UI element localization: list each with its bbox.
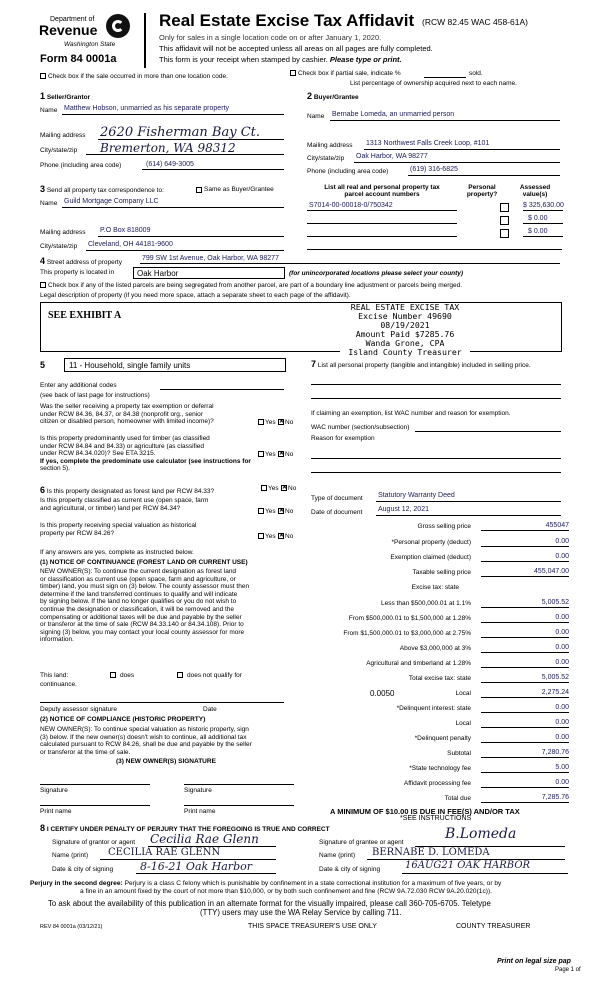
doc-type-label: Type of document xyxy=(311,495,363,502)
seller-phone-line xyxy=(142,169,284,170)
continuance-label: continuance. xyxy=(40,681,77,688)
seller-phone[interactable]: (614) 649-3005 xyxy=(146,161,194,168)
historic-no-checkbox[interactable]: ✕ xyxy=(279,533,285,539)
q1-no-checkbox[interactable]: ✕ xyxy=(279,419,285,425)
current-use-yes-checkbox[interactable] xyxy=(258,508,264,514)
tax-bracket4[interactable]: 0.00 xyxy=(555,644,569,651)
forest-no-checkbox[interactable]: ✕ xyxy=(282,485,288,491)
header-note-2: This affidavit will not be accepted unless all areas on all pages are fully completed. xyxy=(159,44,433,53)
tax-label-delinq-int-state: *Delinquent interest: state xyxy=(396,705,471,712)
tax-label-bracket4: Above $3,000,000 at 3% xyxy=(399,645,471,652)
section3-city-line xyxy=(86,250,284,251)
assessed-value-1[interactable]: $ 325,630.00 xyxy=(523,202,564,209)
form-rcw: (RCW 82.45 WAC 458-61A) xyxy=(422,17,528,27)
subtotal[interactable]: 7,280.76 xyxy=(541,749,569,756)
tax-label-gross: Gross selling price xyxy=(417,523,471,530)
total-excise-state[interactable]: 5,005.52 xyxy=(541,674,569,681)
doc-date-label: Date of document xyxy=(311,509,363,516)
tax-label-bracket1: Less than $500,000.01 at 1.1% xyxy=(381,600,471,607)
additional-codes-label: Enter any additional codes xyxy=(40,382,117,389)
seller-mail-label: Mailing address xyxy=(40,132,86,139)
parcel-row-2-line xyxy=(307,223,457,224)
historic-question: Is this property receiving special valuation as historical property per RCW 84.26? xyxy=(40,522,197,537)
reason-line-1[interactable] xyxy=(311,458,561,459)
grantor-name[interactable]: CECILIA RAE GLENN xyxy=(108,847,221,858)
legal-description-label: Legal description of property (if you need more space, attach a separate sheet to each page of the affidavit). xyxy=(40,292,351,299)
partial-sale-checkbox[interactable] xyxy=(290,70,296,76)
tax-label-bracket2: From $500,000.01 to $1,500,000 at 1.28% xyxy=(348,615,471,622)
grantor-date-label: Date & city of signing xyxy=(52,866,114,873)
local-tax[interactable]: 2,275.24 xyxy=(541,689,569,696)
seller-name-label: Name xyxy=(40,107,58,114)
personal-property-deduct[interactable]: 0.00 xyxy=(555,538,569,545)
deputy-signature-label: Deputy assessor signature xyxy=(40,706,117,713)
owner-signature-line-2[interactable] xyxy=(184,784,294,785)
doc-date-line xyxy=(376,515,561,516)
parcel-row-1-line xyxy=(307,210,457,211)
header-divider xyxy=(144,13,146,68)
personal-property-checkbox-1[interactable] xyxy=(500,203,509,212)
owner-print-label-1: Print name xyxy=(40,808,72,815)
sold-label: sold. xyxy=(469,70,483,77)
treasurer-stamp: REAL ESTATE EXCISE TAX Excise Number 49690 08/19/2021 Amount Paid $7285.76 Wanda Grone, CPA Island County Treasurer xyxy=(340,303,470,357)
buyer-city-line xyxy=(354,162,560,163)
header-note-3: This form is your receipt when stamped by cashier. Please type or print. xyxy=(159,55,402,64)
q1-yes-label: Yes xyxy=(265,419,276,426)
owner-print-line-2[interactable] xyxy=(184,805,294,806)
property-street[interactable]: 799 SW 1st Avenue, Oak Harbor, WA 98277 xyxy=(142,255,279,262)
q1-yes-checkbox[interactable] xyxy=(258,419,264,425)
buyer-phone[interactable]: (619) 316-6825 xyxy=(410,166,458,173)
buyer-mail-label: Mailing address xyxy=(307,142,353,149)
buyer-name-label: Name xyxy=(307,113,325,120)
delinquent-penalty[interactable]: 0.00 xyxy=(555,734,569,741)
does-not-checkbox[interactable] xyxy=(177,672,183,678)
minimum-due-note: A MINIMUM OF $10.00 IS DUE IN FEE(S) AND/OR TAX xyxy=(330,807,520,816)
tax-label-subtotal: Subtotal xyxy=(447,750,471,757)
tax-label-agri: Agricultural and timberland at 1.28% xyxy=(366,660,471,667)
section5-number: 5 xyxy=(40,360,46,370)
parcel-number-1[interactable]: S7014-00-00018-0/750342 xyxy=(309,202,393,209)
buyer-name-line xyxy=(330,120,560,121)
exemption-note: If claiming an exemption, list WAC number and reason for exemption. xyxy=(311,410,511,417)
parcel-header-2: Personal property? xyxy=(466,184,498,198)
grantee-name-label: Name (print) xyxy=(319,852,356,859)
tax-label-tech-fee: *State technology fee xyxy=(409,765,471,772)
notice-compliance-text: NEW OWNER(S): To continue special valuation as historic property, sign (3) below. If the new owner(s) doesn't wish to continue, all additional tax calculated pursuant to RCW 84.26, shall be due and payable by the seller or transferor at the time of sale. xyxy=(40,726,252,756)
assessed-line-2 xyxy=(523,223,563,224)
q2-no-checkbox[interactable]: ✕ xyxy=(279,451,285,457)
q2-yes-checkbox[interactable] xyxy=(258,451,264,457)
see-back-label: (see back of last page for instructions) xyxy=(40,392,150,399)
historic-yes-checkbox[interactable] xyxy=(258,533,264,539)
personal-property-checkbox-2[interactable] xyxy=(500,216,509,225)
multi-location-checkbox[interactable] xyxy=(40,73,46,79)
segregated-checkbox[interactable] xyxy=(40,282,46,288)
seller-name-line xyxy=(62,114,284,115)
located-in-label: This property is located in xyxy=(40,269,115,276)
grantee-date-city[interactable]: 16AUG21 OAK HARBOR xyxy=(405,860,531,871)
delinquent-interest-state[interactable]: 0.00 xyxy=(555,704,569,711)
buyer-name[interactable]: Bernabe Lomeda, an unmarried person xyxy=(332,111,455,118)
revision-code: REV 84 0001a (03/12/21) xyxy=(40,924,103,930)
section3-city[interactable]: Cleveland, OH 44181-9600 xyxy=(88,241,173,248)
does-checkbox[interactable] xyxy=(110,672,116,678)
assessed-value-2[interactable]: $ 0.00 xyxy=(528,215,548,222)
section3-mail-label: Mailing address xyxy=(40,229,86,236)
parcel-row-3-line xyxy=(307,236,457,237)
exemption-question: Was the seller receiving a property tax exemption or deferral under RCW 84.36, 84.37, or 84.38 (nonprofit org., senior citizen or disabled person, homeowner with limited income)? xyxy=(40,403,214,425)
parcel-row-4-line xyxy=(307,249,562,250)
tax-bracket3[interactable]: 0.00 xyxy=(555,629,569,636)
personal-property-checkbox-3[interactable] xyxy=(500,229,509,238)
forest-question: 6 Is this property designated as forest land per RCW 84.33? xyxy=(40,485,215,495)
total-due[interactable]: 7,285.76 xyxy=(541,794,569,801)
q2-no-label: No xyxy=(285,451,294,458)
treasurer-use-label: THIS SPACE TREASURER'S USE ONLY xyxy=(248,923,377,930)
parcel-header-3: Assessed value(s) xyxy=(519,184,551,198)
seller-phone-label: Phone (including area code) xyxy=(40,162,122,169)
owner-signature-line-1[interactable] xyxy=(40,784,150,785)
alt-format-line-1: To ask about the availability of this publication in an alternate format for the visually impaired, please call 360-705-6705. Teletype xyxy=(48,899,491,908)
see-instructions: *SEE INSTRUCTIONS xyxy=(400,815,472,822)
buyer-city-label: City/state/zip xyxy=(307,155,345,162)
grantor-signature[interactable]: Cecilia Rae Glenn xyxy=(150,832,259,846)
header-note-1: Only for sales in a single location code on or after January 1, 2020. xyxy=(159,33,382,42)
tax-agricultural[interactable]: 0.00 xyxy=(555,659,569,666)
affidavit-fee[interactable]: 0.00 xyxy=(555,779,569,786)
additional-codes-line[interactable] xyxy=(160,389,284,390)
assessed-value-3[interactable]: $ 0.00 xyxy=(528,228,548,235)
buyer-phone-label: Phone (including area code) xyxy=(307,168,389,175)
doc-type[interactable]: Statutory Warranty Deed xyxy=(378,492,455,499)
notice-continuance-text: NEW OWNER(S): To continue the current designation as forest land or classification as current use (open space, farm and agriculture, or timber) land, you must sign on (3) below. The county assessor must then determine if the land transferred continues to qualify and will indicate by signing below. If the land no longer qualifies or you do not wish to continue the designation or classification, it will be removed and the compensating or additional taxes will be due and payable by the seller or transferor at the time of sale (RCW 84.33.140 or 84.34.108). Prior to signing (3) below, you may contact your local county assessor for more information. xyxy=(40,568,250,644)
tax-bracket2[interactable]: 0.00 xyxy=(555,614,569,621)
taxable-selling-price[interactable]: 455,047.00 xyxy=(533,568,569,575)
section3-city-label: City/state/zip xyxy=(40,243,78,250)
current-use-question: Is this property classified as current use (open space, farm and agricultural, or timber) land per RCW 84.34? xyxy=(40,497,209,512)
grantee-date-label: Date & city of signing xyxy=(319,866,381,873)
owner-print-line-1[interactable] xyxy=(40,805,150,806)
timber-question: Is this property predominantly used for timber (as classified under RCW 84.84 and 84.33) or agriculture (as classified under RCW 84.34.020)? See ETA 3215. If yes, complete the predominate use calculator (see instructions for section 5). xyxy=(40,435,251,472)
partial-sale-label: Check box if partial sale, indicate % xyxy=(298,70,401,77)
current-use-no-label: No xyxy=(285,508,294,515)
tax-bracket1[interactable]: 5,005.52 xyxy=(541,599,569,606)
location-select[interactable]: Oak Harbor xyxy=(133,267,285,279)
perjury-line-1: Perjury in the second degree: Perjury is a class C felony which is punishable by confinement in a state correctional institution for a maximum of five years, or by xyxy=(30,880,502,887)
tax-label-bracket3: From $1,500,000.01 to $3,000,000 at 2.75% xyxy=(343,630,471,637)
does-label: does xyxy=(120,672,135,679)
new-owner-signature-heading: (3) NEW OWNER(S) SIGNATURE xyxy=(116,758,216,765)
forest-yes-label: Yes xyxy=(268,485,279,492)
form-title: Real Estate Excise Tax Affidavit xyxy=(159,11,415,30)
doc-type-line xyxy=(376,501,561,502)
section3-name-label: Name xyxy=(40,200,58,207)
forest-no-label: No xyxy=(288,485,297,492)
grantor-name-label: Name (print) xyxy=(52,852,89,859)
delinquent-interest-local[interactable]: 0.00 xyxy=(555,719,569,726)
tax-label-exemption: Exemption claimed (deduct) xyxy=(390,554,471,561)
grantor-signature-label: Signature of grantor or agent xyxy=(52,839,136,846)
page-number: Page 1 of xyxy=(555,967,581,973)
certify-statement: 8 I CERTIFY UNDER PENALTY OF PERJURY THAT THE FOREGOING IS TRUE AND CORRECT xyxy=(40,823,330,833)
owner-signature-label-2: Signature xyxy=(184,787,212,794)
seller-mail[interactable]: 2620 Fisherman Bay Ct. xyxy=(100,125,261,140)
section3-mail-line xyxy=(98,236,284,237)
q2-yes-label: Yes xyxy=(265,451,276,458)
partial-sale-pct-line[interactable] xyxy=(424,77,466,78)
seller-heading: 1 Seller/Grantor xyxy=(40,91,91,101)
grantee-name[interactable]: BERNABE D. LOMEDA xyxy=(372,847,490,858)
tax-label-affidavit-fee: Affidavit processing fee xyxy=(403,780,471,787)
location-note: (for unincorporated locations please select your county) xyxy=(289,270,464,277)
same-as-buyer-checkbox[interactable] xyxy=(196,187,202,193)
seller-city-label: City/state/zip xyxy=(40,147,78,154)
historic-no-label: No xyxy=(285,533,294,540)
tax-label-delinq-int-local: Local xyxy=(455,720,471,727)
list-pct-note: List percentage of ownership acquired next to each name. xyxy=(350,80,517,87)
buyer-phone-line xyxy=(408,175,560,176)
county-treasurer-label: COUNTY TREASURER xyxy=(456,923,531,930)
tax-label-personal: *Personal property (deduct) xyxy=(391,539,471,546)
buyer-mail-line xyxy=(364,149,560,150)
section3-mail[interactable]: P.O Box 818009 xyxy=(100,227,151,234)
assessed-line-1 xyxy=(523,210,563,211)
alt-format-line-2: (TTY) users may use the WA Relay Service by calling 711. xyxy=(200,908,402,917)
tax-label-total-state: Total excise tax: state xyxy=(408,675,471,682)
owner-print-label-2: Print name xyxy=(184,808,216,815)
does-not-label: does not qualify for xyxy=(187,672,242,679)
reason-line-2[interactable] xyxy=(311,472,561,473)
personal-property-line-2[interactable] xyxy=(311,398,561,399)
grantee-signature[interactable]: B.Lomeda xyxy=(445,826,517,842)
street-line xyxy=(140,263,560,264)
forest-yes-checkbox[interactable] xyxy=(261,485,267,491)
personal-property-label: 7 List all personal property (tangible and intangible) included in selling price. xyxy=(311,359,531,369)
seller-name[interactable]: Matthew Hobson, unmarried as his separate property xyxy=(64,105,229,112)
deputy-date-label: Date xyxy=(203,706,217,713)
local-rate[interactable]: 0.0050 xyxy=(370,689,395,698)
form-number: Form 84 0001a xyxy=(40,53,117,65)
tax-label-local: Local xyxy=(455,690,471,697)
buyer-city[interactable]: Oak Harbor, WA 98277 xyxy=(356,153,428,160)
notice-compliance-heading: (2) NOTICE OF COMPLIANCE (HISTORIC PROPERTY) xyxy=(40,716,206,723)
dor-logo-icon xyxy=(106,14,130,38)
if-any-yes-note: If any answers are yes, complete as instructed below. xyxy=(40,549,194,556)
tax-label-taxable: Taxable selling price xyxy=(412,569,471,576)
deputy-signature-line[interactable] xyxy=(40,702,284,703)
perjury-line-2: a fine in an amount fixed by the court of not more than $10,000, or by both such confinement and fine (RCW 9A.72.030 RCW 9A.20.020(1c)). xyxy=(80,888,492,895)
gross-selling-price[interactable]: 455047 xyxy=(545,522,569,529)
legal-size-note: Print on legal size pap xyxy=(497,958,571,965)
doc-date[interactable]: August 12, 2021 xyxy=(378,506,429,513)
wac-label: WAC number (section/subsection) xyxy=(311,424,410,431)
grantee-signature-label: Signature of grantee or agent xyxy=(319,839,404,846)
same-as-buyer-label: Same as Buyer/Grantee xyxy=(204,186,274,193)
multi-location-label: Check box if the sale occurred in more than one location code. xyxy=(48,73,228,80)
segregated-label: Check box if any of the listed parcels are being segregated from another parcel, are part of a boundary line adjustment or parcels being merged. xyxy=(48,282,463,289)
reason-label: Reason for exemption xyxy=(311,435,375,442)
dor-logo-line1: Department of xyxy=(50,16,95,23)
tax-label-state-heading: Excise tax: state xyxy=(411,584,459,591)
legal-description[interactable]: SEE EXHIBIT A xyxy=(48,310,122,321)
buyer-mail[interactable]: 1313 Northwest Falls Creek Loop, #101 xyxy=(366,140,490,147)
section3-heading: 3 Send all property tax correspondence to: xyxy=(40,184,164,194)
tax-label-total-due: Total due xyxy=(444,795,471,802)
current-use-no-checkbox[interactable]: ✕ xyxy=(279,508,285,514)
dor-logo-text: Revenue xyxy=(39,22,98,38)
technology-fee[interactable]: 5.00 xyxy=(555,764,569,771)
section3-name-line xyxy=(62,207,284,208)
assessed-line-3 xyxy=(523,236,563,237)
seller-city[interactable]: Bremerton, WA 98312 xyxy=(100,141,236,155)
current-use-yes-label: Yes xyxy=(265,508,276,515)
use-code-select[interactable]: 11 - Household, single family units xyxy=(64,358,286,372)
exemption-deduct[interactable]: 0.00 xyxy=(555,553,569,560)
owner-signature-label-1: Signature xyxy=(40,787,68,794)
q1-no-label: No xyxy=(285,419,294,426)
notice-continuance-heading: (1) NOTICE OF CONTINUANCE (FOREST LAND OR CURRENT USE) xyxy=(40,559,248,566)
personal-property-line-1[interactable] xyxy=(311,384,561,385)
buyer-heading: 2 Buyer/Grantee xyxy=(307,91,359,101)
grantor-date-city[interactable]: 8-16-21 Oak Harbor xyxy=(140,860,252,873)
grantee-date-line xyxy=(402,873,568,874)
tax-label-delinq-penalty: *Delinquent penalty xyxy=(414,735,471,742)
dor-logo-line3: Washington State xyxy=(64,41,116,48)
wac-line[interactable] xyxy=(415,431,561,432)
grantor-date-line xyxy=(136,873,276,874)
section3-name[interactable]: Guild Mortgage Company LLC xyxy=(64,198,159,205)
section4-street-label: 4 Street address of property xyxy=(40,256,122,266)
this-land-label: This land: xyxy=(40,672,69,679)
parcel-header-1: List all real and personal property tax parcel account numbers xyxy=(324,184,440,198)
historic-yes-label: Yes xyxy=(265,533,276,540)
